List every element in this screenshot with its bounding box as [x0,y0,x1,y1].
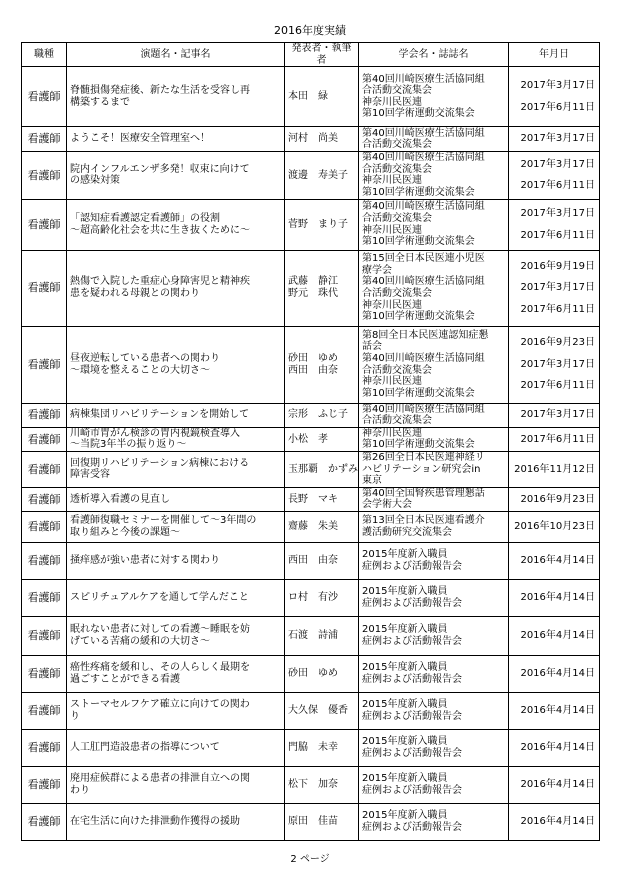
cell-conference [359,326,509,403]
conf-line: 護活動研究交流集会 [362,526,452,538]
cell-date [509,250,600,326]
title-line: 過ごすことができる看護 [70,673,180,685]
cell-conference [359,616,509,655]
cell-title [67,692,285,729]
title-line: 人工肛門造設患者の指導について [70,742,220,754]
cell-date [509,326,600,403]
cell-date [509,766,600,803]
cell-conference [359,250,509,326]
dates-line: 2016年4月14日 [520,555,595,567]
cell-author [285,127,359,152]
cell-conference [359,403,509,427]
table-row [22,326,600,403]
title-line: 構築するまで [70,96,130,108]
cell-conference [359,127,509,152]
author-line: 玉那覇 かずみ [288,463,358,475]
conf-line: 症例および活動報告会 [362,821,462,833]
cell-job: 看護師 [22,542,67,579]
page-title: 2016年度実績 [274,24,346,37]
author-line: 長野 マキ [288,493,338,505]
dates-line: 2017年3月17日 [520,409,595,421]
dates-line: 2016年9月23日 [520,337,595,349]
dates-line: 2017年3月17日 [520,358,595,370]
conf-line: 第40回川崎医療生活協同組 [362,127,485,139]
conf-line: 話会 [362,341,382,353]
table-row [22,579,600,616]
cell-date [509,152,600,199]
author-line: 菅野 まり子 [288,218,348,230]
date-gap [512,349,595,359]
cell-conference [359,579,509,616]
title-line: ～超高齢化社会を共に生き抜くために～ [70,224,250,236]
author-line: 砂田 ゆめ [288,668,338,680]
cell-conference [359,542,509,579]
cell-job: 看護師 [22,326,67,403]
title-line: 熱傷で入院した重症心身障害児と精神疾 [70,276,250,288]
cell-job: 看護師 [22,152,67,199]
table-row [22,511,600,542]
dates-line: 2016年4月14日 [520,816,595,828]
title-line: 取り組みと今後の課題～ [70,526,180,538]
cell-title [67,250,285,326]
table-row [22,152,600,199]
dates-line: 2016年4月14日 [520,592,595,604]
conf-line: 第10回学術運動交流集会 [362,108,475,120]
cell-conference [359,199,509,250]
table-header-row [22,43,600,67]
title-line: ようこそ！医療安全管理室へ！ [70,133,210,145]
cell-author [285,511,359,542]
author-line: 西田 由奈 [288,555,338,567]
cell-author [285,199,359,250]
cell-title [67,542,285,579]
conf-line: 症例および活動報告会 [362,784,462,796]
cell-author [285,692,359,729]
table-row [22,250,600,326]
title-line: 掻痒感が強い患者に対する関わり [70,555,220,567]
cell-title [67,67,285,127]
conf-line: 2015年度新入職員 [362,549,448,561]
header-date: 年月日 [509,43,600,67]
conf-line: ハビリテーション研究会in [362,463,481,475]
conf-line: 2015年度新入職員 [362,662,448,674]
author-line: 宗形 ふじ子 [288,409,348,421]
cell-author [285,152,359,199]
conf-line: 第10回学術運動交流集会 [362,311,475,323]
dates-line: 2017年6月11日 [520,303,595,315]
dates-line: 2016年9月23日 [520,493,595,505]
title-line: 昼夜逆転している患者への関わり [70,352,220,364]
title-line: 障害受容 [70,469,110,481]
cell-title [67,427,285,451]
cell-title [67,655,285,692]
dates-line: 2016年10月23日 [514,521,595,533]
title-line: げている苦痛の緩和の大切さ～ [70,635,210,647]
conf-line: 第8回全日本民医連認知症懇 [362,329,489,341]
title-line: 在宅生活に向けた排泄動作獲得の援助 [70,816,240,828]
conf-line: 2015年度新入職員 [362,586,448,598]
cell-author [285,451,359,487]
cell-conference [359,511,509,542]
conf-line: 症例および活動報告会 [362,597,462,609]
cell-date [509,655,600,692]
conf-line: 神奈川民医連 [362,427,422,439]
cell-job: 看護師 [22,692,67,729]
conf-line: 第10回学術運動交流集会 [362,236,475,248]
conf-line: 第40回川崎医療生活協同組 [362,73,485,85]
header-job: 職種 [22,43,67,67]
title-line: わり [70,784,90,796]
conf-line: 合活動交流集会 [362,288,432,300]
dates-line: 2016年11月12日 [514,463,595,475]
cell-job: 看護師 [22,803,67,840]
author-line: 河村 尚美 [288,133,338,145]
conf-line: 2015年度新入職員 [362,810,448,822]
cell-title [67,152,285,199]
conf-line: 神奈川民医連 [362,224,422,236]
cell-date [509,451,600,487]
cell-author [285,487,359,511]
conf-line: 療学会 [362,264,392,276]
cell-date [509,67,600,127]
author-line: 松下 加奈 [288,779,338,791]
cell-title [67,326,285,403]
cell-author [285,655,359,692]
title-line: 回復期リハビリテーション病棟における [70,457,250,469]
dates-line: 2017年3月17日 [520,80,595,92]
cell-date [509,403,600,427]
results-table [21,42,600,841]
author-line: 小松 孝 [288,433,328,445]
dates-line: 2017年3月17日 [520,133,595,145]
conf-line: 症例および活動報告会 [362,673,462,685]
cell-author [285,803,359,840]
cell-conference [359,67,509,127]
cell-job: 看護師 [22,511,67,542]
cell-job: 看護師 [22,250,67,326]
title-line: 患を疑われる母親との関わり [70,288,200,300]
cell-job: 看護師 [22,655,67,692]
cell-date [509,616,600,655]
dates-line: 2017年3月17日 [520,282,595,294]
conf-line: 第40回川崎医療生活協同組 [362,276,485,288]
cell-conference [359,427,509,451]
cell-job: 看護師 [22,766,67,803]
cell-author [285,403,359,427]
date-gap [512,92,595,102]
dates-line: 2016年9月19日 [520,260,595,272]
title-line: 癌性疼痛を緩和し、その人らしく最期を [70,662,250,674]
cell-author [285,250,359,326]
dates-line: 2016年4月14日 [520,668,595,680]
header-conference: 学会名・誌誌名 [359,43,509,67]
title-line: 院内インフルエンザ多発！収束に向けて [70,163,250,175]
conf-line: 合活動交流集会 [362,85,432,97]
table-row [22,451,600,487]
cell-author [285,326,359,403]
cell-job: 看護師 [22,403,67,427]
cell-date [509,487,600,511]
author-line: 齋藤 朱美 [288,521,338,533]
author-line: 砂田 ゆめ [288,352,338,364]
dates-line: 2016年4月14日 [520,630,595,642]
conf-line: 合活動交流集会 [362,415,432,427]
table-row [22,692,600,729]
cell-job: 看護師 [22,616,67,655]
title-line: ストーマセルフケア確立に向けての関わ [70,699,250,711]
title-line: 川崎市胃がん検診の胃内視鏡検査導入 [70,427,240,439]
conf-line: 第40回川崎医療生活協同組 [362,403,485,415]
cell-title [67,403,285,427]
conf-line: 第10回学術運動交流集会 [362,186,475,198]
title-line: 透析導入看護の見直し [70,493,170,505]
cell-date [509,579,600,616]
author-line: 門脇 未幸 [288,742,338,754]
cell-title [67,451,285,487]
cell-job: 看護師 [22,427,67,451]
cell-title [67,766,285,803]
cell-date [509,803,600,840]
cell-author [285,427,359,451]
date-gap [512,370,595,380]
cell-author [285,542,359,579]
cell-conference [359,692,509,729]
title-line: の感染対策 [70,175,120,187]
conf-line: 第10回学術運動交流集会 [362,439,475,451]
dates-line: 2017年6月11日 [520,380,595,392]
conf-line: 第26回全日本民医連神経リ [362,451,485,463]
conf-line: 症例および活動報告会 [362,635,462,647]
cell-conference [359,803,509,840]
cell-job: 看護師 [22,127,67,152]
cell-author [285,616,359,655]
dates-line: 2017年6月11日 [520,101,595,113]
dates-line: 2017年6月11日 [520,433,595,445]
author-line: 本田 緑 [288,90,328,102]
table-row [22,616,600,655]
dates-line: 2017年6月11日 [520,229,595,241]
cell-conference [359,487,509,511]
table-row [22,487,600,511]
conf-line: 第40回川崎医療生活協同組 [362,352,485,364]
conf-line: 東京 [362,475,382,487]
header-author: 発表者・執筆者 [285,43,359,67]
conf-line: 会学術大会 [362,499,412,511]
cell-date [509,692,600,729]
title-line: 看護師復職セミナーを開催して～3年間の [70,515,257,527]
date-gap [512,272,595,282]
title-line: り [70,710,80,722]
table-row [22,67,600,127]
title-line: スピリチュアルケアを通して学んだこと [70,592,249,604]
cell-job: 看護師 [22,579,67,616]
page-number: 2 ページ [290,854,330,865]
cell-job: 看護師 [22,451,67,487]
dates-line: 2017年3月17日 [520,207,595,219]
cell-date [509,729,600,766]
cell-title [67,199,285,250]
cell-title [67,616,285,655]
title-line: 廃用症候群による患者の排泄自立への関 [70,773,250,785]
cell-author [285,67,359,127]
dates-line: 2016年4月14日 [520,705,595,717]
author-line: 原田 佳苗 [288,816,338,828]
conf-line: 第40回川崎医療生活協同組 [362,201,485,213]
cell-title [67,511,285,542]
conf-line: 第15回全日本民医連小児医 [362,253,485,265]
date-gap [512,170,595,180]
cell-title [67,729,285,766]
cell-job: 看護師 [22,199,67,250]
conf-line: 症例および活動報告会 [362,747,462,759]
author-line: 大久保 優香 [288,705,348,717]
dates-line: 2016年4月14日 [520,779,595,791]
conf-line: 神奈川民医連 [362,299,422,311]
title-line: 「認知症看護認定看護師」の役割 [70,212,220,224]
header-title: 演題名・記事名 [67,43,285,67]
conf-line: 合活動交流集会 [362,364,432,376]
author-line: 西田 由奈 [288,364,338,376]
author-line: 野元 珠代 [288,288,338,300]
author-line: 石渡 詩浦 [288,630,338,642]
conf-line: 第10回学術運動交流集会 [362,387,475,399]
date-gap [512,294,595,304]
cell-conference [359,152,509,199]
conf-line: 合活動交流集会 [362,212,432,224]
conf-line: 2015年度新入職員 [362,773,448,785]
cell-title [67,127,285,152]
table-row [22,655,600,692]
cell-date [509,511,600,542]
conf-line: 第13回全日本民医連看護介 [362,515,485,527]
conf-line: 症例および活動報告会 [362,560,462,572]
table-row [22,403,600,427]
conf-line: 2015年度新入職員 [362,699,448,711]
conf-line: 第40回川崎医療生活協同組 [362,152,485,164]
cell-date [509,427,600,451]
conf-line: 第40回全国腎疾患管理懇話 [362,487,485,499]
conf-line: 神奈川民医連 [362,175,422,187]
table-row [22,766,600,803]
cell-conference [359,655,509,692]
author-line: 渡邊 寿美子 [288,169,348,181]
cell-job: 看護師 [22,729,67,766]
cell-date [509,127,600,152]
table-row [22,127,600,152]
date-gap [512,220,595,230]
cell-job: 看護師 [22,487,67,511]
title-line: 眠れない患者に対しての看護～睡眠を妨 [70,624,250,636]
cell-author [285,766,359,803]
conf-line: 症例および活動報告会 [362,710,462,722]
dates-line: 2017年6月11日 [520,180,595,192]
cell-conference [359,766,509,803]
table-row [22,729,600,766]
title-line: ～環境を整えることの大切さ～ [70,364,210,376]
conf-line: 合活動交流集会 [362,163,432,175]
dates-line: 2017年3月17日 [520,158,595,170]
table-row [22,542,600,579]
cell-conference [359,729,509,766]
title-line: ～当院3年半の振り返り～ [70,439,187,451]
table-row [22,427,600,451]
conf-line: 神奈川民医連 [362,376,422,388]
author-line: ロ村 有沙 [288,592,338,604]
cell-title [67,579,285,616]
cell-title [67,487,285,511]
dates-line: 2016年4月14日 [520,742,595,754]
author-line: 武藤 静江 [288,276,338,288]
title-line: 脊髄損傷発症後、新たな生活を受容し再 [70,85,250,97]
conf-line: 2015年度新入職員 [362,736,448,748]
conf-line: 合活動交流集会 [362,139,432,151]
cell-author [285,579,359,616]
conf-line: 2015年度新入職員 [362,624,448,636]
table-row [22,803,600,840]
cell-title [67,803,285,840]
cell-date [509,542,600,579]
conf-line: 神奈川民医連 [362,96,422,108]
cell-author [285,729,359,766]
cell-job: 看護師 [22,67,67,127]
title-line: 病棟集団リハビリテーションを開始して [70,409,250,421]
table-row [22,199,600,250]
cell-date [509,199,600,250]
cell-conference [359,451,509,487]
